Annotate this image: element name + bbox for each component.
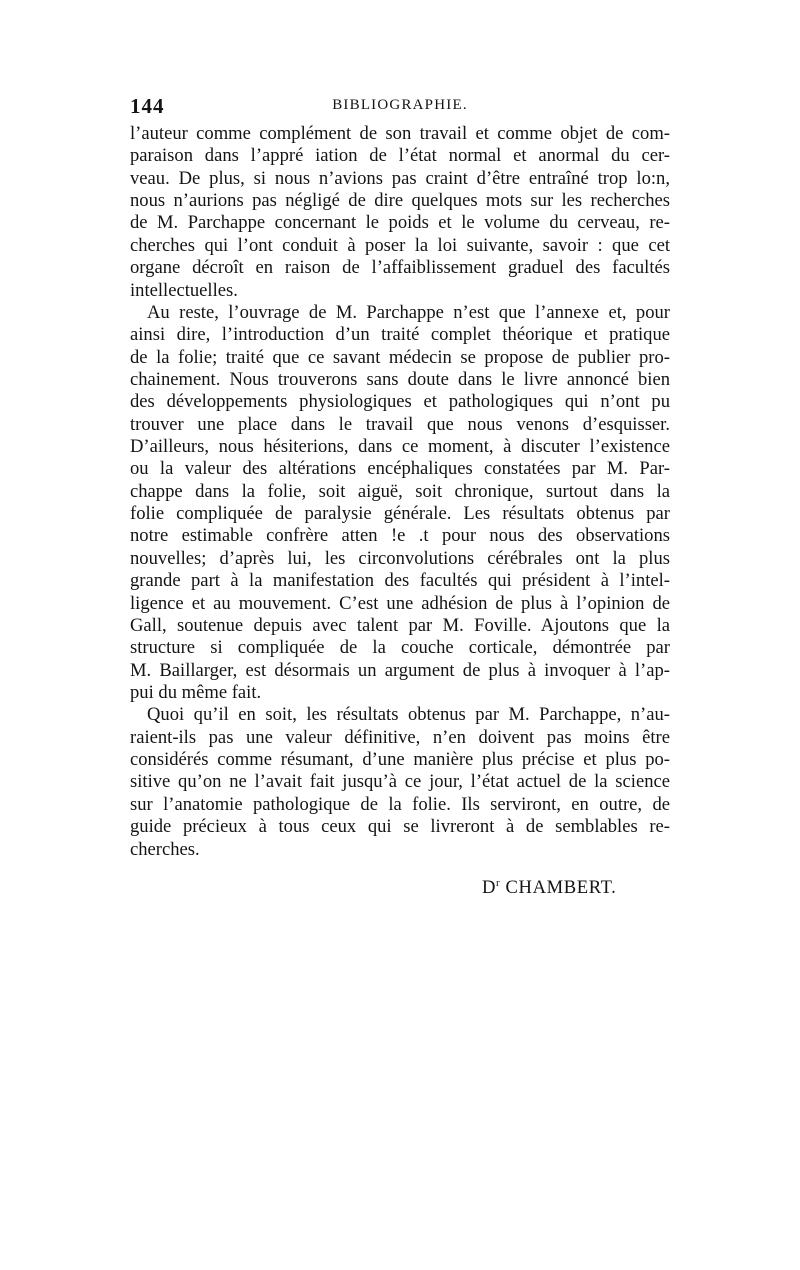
text-line: sur l’anatomie pathologique de la folie. Ils serviront, en outre, de: [130, 793, 670, 815]
text-line: chappe dans la folie, soit aiguë, soit chronique, surtout dans la: [130, 480, 670, 502]
text-line: paraison dans l’appré iation de l’état normal et anormal du cer-: [130, 145, 670, 167]
text-line: sitive qu’on ne l’avait fait jusqu’à ce jour, l’état actuel de la science: [130, 771, 670, 793]
text-line: Au reste, l’ouvrage de M. Parchappe n’est que l’annexe et, pour: [147, 301, 670, 323]
text-line: organe décroît en raison de l’affaiblissement graduel des facultés: [130, 257, 670, 279]
page-number: 144: [130, 94, 165, 118]
author-signature: [482, 872, 616, 899]
text-line: des développements physiologiques et pathologiques qui n’ont pu: [130, 391, 670, 413]
page-header: [130, 94, 670, 118]
text-line: ligence et au mouvement. C’est une adhésion de plus à l’opinion de: [130, 592, 670, 614]
text-line: Quoi qu’il en soit, les résultats obtenus par M. Parchappe, n’au-: [147, 704, 670, 726]
signature-title-superscript: r: [496, 877, 501, 889]
text-line: trouver une place dans le travail que nous venons d’esquisser.: [130, 413, 670, 435]
text-line: ainsi dire, l’introduction d’un traité complet théorique et pratique: [130, 324, 670, 346]
text-line: Gall, soutenue depuis avec talent par M. Foville. Ajoutons que la: [130, 614, 670, 636]
text-line: folie compliquée de paralysie générale. Les résultats obtenus par: [130, 503, 670, 525]
text-line: M. Baillarger, est désormais un argument de plus à invoquer à l’ap-: [130, 659, 670, 681]
text-line: intellectuelles.: [130, 279, 238, 301]
text-line: pui du même fait.: [130, 681, 262, 703]
signature-name: CHAMBERT.: [505, 877, 617, 898]
text-line: structure si compliquée de la couche corticale, démontrée par: [130, 637, 670, 659]
text-line: l’auteur comme complément de son travail et comme objet de com-: [130, 123, 670, 144]
text-line: de la folie; traité que ce savant médecin se propose de publier pro-: [130, 346, 670, 368]
text-line: considérés comme résumant, d’une manière plus précise et plus po-: [130, 749, 670, 771]
text-line: nouvelles; d’après lui, les circonvolutions cérébrales ont la plus: [130, 547, 670, 569]
signature-title: D: [482, 877, 497, 898]
text-line: grande part à la manifestation des facultés qui président à l’intel-: [130, 570, 670, 592]
text-line: chainement. Nous trouverons sans doute dans le livre annoncé bien: [130, 368, 670, 390]
body-text: [130, 123, 670, 861]
text-line: ou la valeur des altérations encéphaliques constatées par M. Par-: [130, 458, 670, 480]
text-line: raient-ils pas une valeur définitive, n’en doivent pas moins être: [130, 726, 670, 748]
running-title: BIBLIOGRAPHIE.: [332, 97, 468, 113]
text-line: D’ailleurs, nous hésiterions, dans ce moment, à discuter l’existence: [130, 436, 670, 458]
text-line: cherches qui l’ont conduit à poser la loi suivante, savoir : que cet: [130, 234, 670, 256]
text-line: cherches.: [130, 838, 200, 860]
text-line: veau. De plus, si nous n’avions pas craint d’être entraîné trop lo:n,: [130, 167, 670, 189]
text-line: de M. Parchappe concernant le poids et le volume du cerveau, re-: [130, 212, 670, 234]
text-line: guide précieux à tous ceux qui se livreront à de semblables re-: [130, 816, 670, 838]
text-line: notre estimable confrère atten !e .t pour nous des observations: [130, 525, 670, 547]
text-line: nous n’aurions pas négligé de dire quelques mots sur les recherches: [130, 190, 670, 212]
